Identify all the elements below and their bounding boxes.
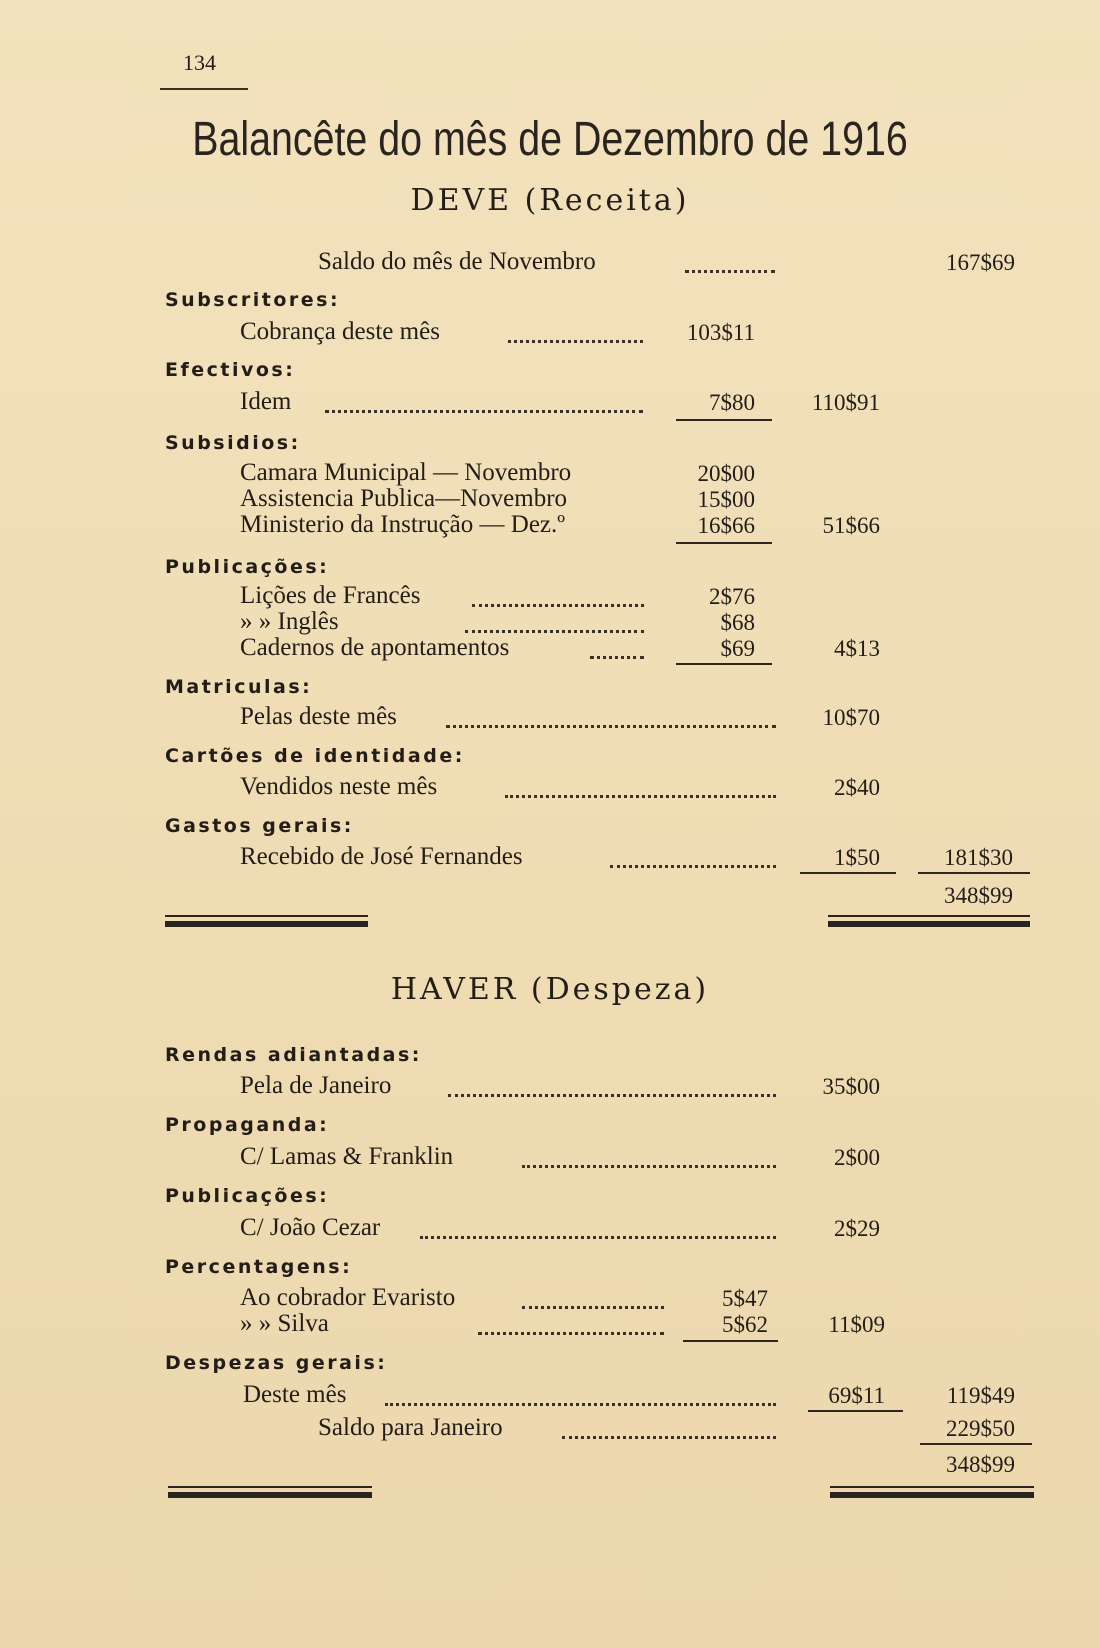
- subtotal-rule: [808, 1410, 903, 1412]
- double-rule: [165, 921, 368, 927]
- subtotal-rule: [683, 1340, 778, 1342]
- subtotal-rule: [676, 419, 772, 421]
- amount-matriculas: 10$70: [822, 705, 880, 730]
- amount-despezas: 69$11: [828, 1383, 885, 1408]
- subtotal-receitas: 181$30: [944, 845, 1013, 870]
- item-silva: » » Silva: [240, 1310, 329, 1337]
- leader-dots: [508, 340, 643, 343]
- deve-heading: DEVE (Receita): [410, 183, 690, 218]
- subtotal-subsidios: 51$66: [822, 513, 880, 538]
- item-joao-cezar: C/ João Cezar: [240, 1214, 381, 1241]
- category-cartoes: Cartões de identidade:: [165, 745, 465, 767]
- balance-label: Saldo para Janeiro: [318, 1414, 503, 1441]
- amount-propaganda: 2$00: [834, 1145, 880, 1170]
- leader-dots: [325, 410, 643, 413]
- leader-dots: [610, 865, 776, 868]
- amount-licoes-ingles: $68: [720, 610, 755, 635]
- item-ministerio: Ministerio da Instrução — Dez.º: [240, 511, 566, 538]
- amount-cobranca: 103$11: [686, 320, 755, 345]
- item-vendidos: Vendidos neste mês: [240, 773, 438, 800]
- subtotal-rule: [800, 872, 896, 874]
- amount-gastos: 1$50: [834, 845, 880, 870]
- opening-balance-label: Saldo do mês de Novembro: [318, 248, 596, 275]
- amount-publicacoes-haver: 2$29: [834, 1216, 880, 1241]
- item-licoes-frances: Lições de Francês: [240, 582, 421, 609]
- item-cadernos: Cadernos de apontamentos: [240, 634, 510, 661]
- leader-dots: [472, 604, 644, 607]
- subtotal-despesas: 119$49: [946, 1383, 1015, 1408]
- amount-cadernos: $69: [720, 636, 755, 661]
- leader-dots: [448, 1094, 776, 1097]
- category-subscritores: Subscritores:: [165, 289, 341, 311]
- page-number-rule: [160, 88, 248, 90]
- category-publicacoes-haver: Publicações:: [165, 1185, 330, 1207]
- category-subsidios: Subsidios:: [165, 432, 301, 454]
- category-matriculas: Matriculas:: [165, 676, 313, 698]
- item-evaristo: Ao cobrador Evaristo: [240, 1284, 456, 1311]
- amount-rendas: 35$00: [822, 1074, 880, 1099]
- item-camara: Camara Municipal — Novembro: [240, 459, 572, 486]
- leader-dots: [590, 656, 644, 659]
- page-number: 134: [183, 50, 216, 75]
- item-lamas-franklin: C/ Lamas & Franklin: [240, 1143, 454, 1170]
- item-idem: Idem: [240, 388, 292, 415]
- double-rule: [830, 1486, 1034, 1488]
- balance-amount: 229$50: [946, 1416, 1015, 1441]
- subtotal-rule: [676, 663, 772, 665]
- double-rule: [828, 915, 1030, 917]
- item-pela-janeiro: Pela de Janeiro: [240, 1072, 392, 1099]
- subtotal-publicacoes: 4$13: [834, 636, 880, 661]
- category-efectivos: Efectivos:: [165, 359, 296, 381]
- amount-camara: 20$00: [697, 461, 755, 486]
- subtotal-percentagens: 11$09: [828, 1312, 885, 1337]
- item-recebido: Recebido de José Fernandes: [240, 843, 523, 870]
- leader-dots: [420, 1236, 776, 1239]
- subtotal-rule: [676, 542, 772, 544]
- leader-dots: [522, 1306, 664, 1309]
- category-publicacoes: Publicações:: [165, 556, 330, 578]
- haver-total: 348$99: [946, 1452, 1015, 1477]
- double-rule: [165, 915, 368, 917]
- subtotal-efectivos: 110$91: [811, 390, 880, 415]
- leader-dots: [562, 1436, 776, 1439]
- item-deste-mes: Deste mês: [243, 1381, 347, 1408]
- haver-heading: HAVER (Despeza): [390, 972, 710, 1007]
- amount-ministerio: 16$66: [697, 513, 755, 538]
- leader-dots: [478, 1332, 664, 1335]
- leader-dots: [385, 1403, 776, 1406]
- item-assistencia: Assistencia Publica—Novembro: [240, 485, 568, 512]
- page-title: Balancête do mês de Dezembro de 1916: [192, 113, 908, 166]
- category-despezas: Despezas gerais:: [165, 1352, 388, 1374]
- double-rule: [830, 1492, 1034, 1498]
- amount-idem: 7$80: [709, 390, 755, 415]
- leader-dots: [465, 630, 644, 633]
- category-percentagens: Percentagens:: [165, 1256, 353, 1278]
- amount-evaristo: 5$47: [722, 1286, 768, 1311]
- item-cobranca: Cobrança deste mês: [240, 318, 440, 345]
- amount-assistencia: 15$00: [697, 487, 755, 512]
- subtotal-rule: [920, 1443, 1032, 1445]
- item-pelas: Pelas deste mês: [240, 703, 397, 730]
- category-propaganda: Propaganda:: [165, 1114, 330, 1136]
- double-rule: [168, 1486, 372, 1488]
- amount-silva: 5$62: [722, 1312, 768, 1337]
- amount-licoes-frances: 2$76: [709, 584, 755, 609]
- double-rule: [828, 921, 1030, 927]
- amount-cartoes: 2$40: [834, 775, 880, 800]
- double-rule: [168, 1492, 372, 1498]
- leader-dots: [505, 795, 776, 798]
- item-licoes-ingles: » » Inglês: [240, 608, 339, 635]
- subtotal-rule: [918, 872, 1030, 874]
- leader-dots: [446, 725, 776, 728]
- leader-dots: [522, 1165, 776, 1168]
- category-gastos: Gastos gerais:: [165, 815, 354, 837]
- category-rendas: Rendas adiantadas:: [165, 1044, 422, 1066]
- deve-total: 348$99: [944, 883, 1013, 908]
- leader-dots: [685, 270, 775, 273]
- opening-balance-amount: 167$69: [946, 250, 1015, 275]
